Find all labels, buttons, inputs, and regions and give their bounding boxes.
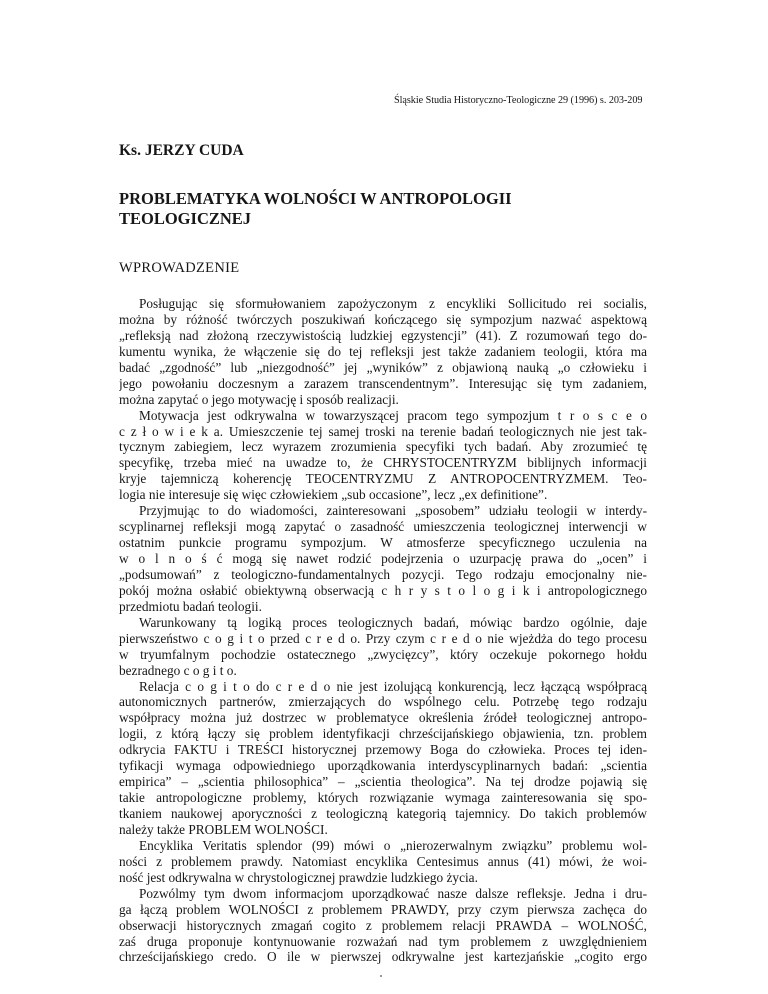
body-line: ga łączą problem WOLNOŚCI z problemem PRAWDY, przy czym pierwsza zachęca do <box>119 901 647 917</box>
body-line: ostatnim punkcie programu sympozjum. W atmosferze specyficznego uczulenia na <box>119 535 647 551</box>
body-line: Posługując się sformułowaniem zapożyczonym z encykliki Sollicitudo rei socialis, <box>139 296 647 311</box>
body-line: autonomicznych partnerów, zmierzających do wspólnego celu. Potrzebę tego rodzaju <box>119 694 647 710</box>
body-line: scyplinarnej refleksji mogą zapytać o zasadność umieszczenia teologicznej interwencji w <box>119 519 647 535</box>
author-name: Ks. JERZY CUDA <box>119 142 244 159</box>
body-line: specyfikę, trzeba mieć na uwadze to, że CHRYSTOCENTRYZM biblijnych informacji <box>119 455 647 471</box>
body-line: ności z problemem prawdy. Natomiast encyklika Centesimus annus (41) mówi, że woi- <box>119 853 647 869</box>
title-line: PROBLEMATYKA WOLNOŚCI W ANTROPOLOGII <box>119 189 512 208</box>
body-line: tkaniem naukowej aporyczności z teologiczną kategorią tajemnicy. Do takich problemów <box>119 806 647 821</box>
body-line: bezradnego c o g i t o. <box>119 662 237 678</box>
body-line: tycznym zabiegiem, lecz wyrazem zrozumienia specyfiki tych badań. Aby zrozumieć tę <box>119 439 647 455</box>
body-line: kryje tajemniczą koherencję TEOCENTRYZMU Z ANTROPOCENTRYZMEM. Teo- <box>119 471 647 487</box>
body-line: przedmiotu badań teologii. <box>119 598 262 614</box>
body-line: zaś druga proponuje kontynuowanie rozważań nad tym problemem z uwzględnieniem <box>119 933 647 949</box>
scan-speck <box>380 975 382 977</box>
journal-citation: Śląskie Studia Historyczno-Teologiczne 29 (1996) s. 203-209 <box>394 95 643 106</box>
body-line: współpracy można już dostrzec w problematyce określenia źródeł teologicznej antropo- <box>119 710 647 726</box>
body-line: tyfikacji wymaga odpowiedniego uporządkowania interdyscyplinarnych badań: „scientia <box>119 758 647 774</box>
body-line: pierwszeństwo c o g i t o przed c r e d o. Przy czym c r e d o nie wjeżdża do tego procesu <box>119 630 647 646</box>
body-line: odkrycia FAKTU i TREŚCI historycznej przemowy Boga do człowieka. Proces tej iden- <box>119 742 647 758</box>
body-line: Przyjmując to do wiadomości, zainteresowani „sposobem” udziału teologii w interdy- <box>139 503 647 519</box>
body-line: w o l n o ś ć mogą się nawet rodzić podejrzenia o uzurpację prawa do „ocen” i <box>119 551 647 566</box>
body-line: badać „zgodność” lub „niezgodność” jej „wyników” z objawioną nauką „o człowieku i <box>119 359 647 375</box>
title-line: TEOLOGICZNEJ <box>119 209 252 228</box>
body-line: obserwacji historycznych zmagań cogito z problemem relacji PRAWDA – WOLNOŚĆ, <box>119 917 647 933</box>
body-line: ność jest odkrywalna w chrystologicznej prawdzie ludzkiego życia. <box>119 869 478 885</box>
body-line: chrześcijańskiego credo. O ile w pierwszej odkrywalne jest kartezjańskie „cogito ergo <box>119 949 647 965</box>
body-line: takie antropologiczne problemy, których rozwiązanie wymaga zainteresowania się spo- <box>119 790 647 806</box>
body-line: można by różność twórczych poszukiwań kończącego się sympozjum nazwać aspektową <box>119 311 647 327</box>
body-line: Encyklika Veritatis splendor (99) mówi o „nierozerwalnym związku” problemu wol- <box>139 837 647 853</box>
body-line: logia nie interesuje się więc człowiekiem „sub occasione”, lecz „ex definitione”. <box>119 487 548 503</box>
section-heading: WPROWADZENIE <box>119 260 240 276</box>
body-line: Warunkowany tą logiką proces teologicznych badań, mówiąc bardzo ogólnie, daje <box>139 614 647 630</box>
body-line: logii, z którą łączy się problem identyfikacji chrześcijańskiego objawienia, tzn. problem <box>119 726 647 742</box>
body-line: kumentu wynika, że włączenie się do tej refleksji jest także zadaniem teologii, która ma <box>119 343 647 359</box>
body-line: c z ł o w i e k a. Umieszczenie tej samej troski na terenie badań teologicznych nie jest tak- <box>119 423 647 439</box>
body-line: „refleksją nad złożoną rzeczywistością ludzkiej egzystencji” (41). Z rozumowań tego do- <box>119 327 647 343</box>
article-title <box>119 189 639 229</box>
body-line: Motywacja jest odkrywalna w towarzyszącej pracom tego sympozjum t r o s c e o <box>139 407 647 423</box>
body-line: Relacja c o g i t o do c r e d o nie jest izolującą konkurencją, lecz łączącą współpracą <box>139 678 647 694</box>
body-line: „podsumowań” z teologiczno-fundamentalnych pozycji. Tego rodzaju emocjonalny nie- <box>119 566 647 582</box>
body-line: można zapytać o jego motywację i sposób realizacji. <box>119 391 399 407</box>
body-line: jego powołaniu doczesnym a zarazem transcendentnym”. Interesując się tym zadaniem, <box>119 375 647 391</box>
body-line: Pozwólmy tym dwom informacjom uporządkować nasze dalsze refleksje. Jedna i dru- <box>139 885 647 901</box>
body-line: empirica” – „scientia philosophica” – „scientia theologica”. Na tej drodze pojawią się <box>119 774 647 790</box>
body-line: w tryumfalnym pochodzie ostatecznego „zwycięzcy”, który oczekuje pokornego hołdu <box>119 646 647 662</box>
body-line: należy także PROBLEM WOLNOŚCI. <box>119 821 328 837</box>
body-line: pokój można osłabić obiektywną obserwacją c h r y s t o l o g i k i antropologicznego <box>119 582 647 598</box>
article-body <box>119 296 647 965</box>
